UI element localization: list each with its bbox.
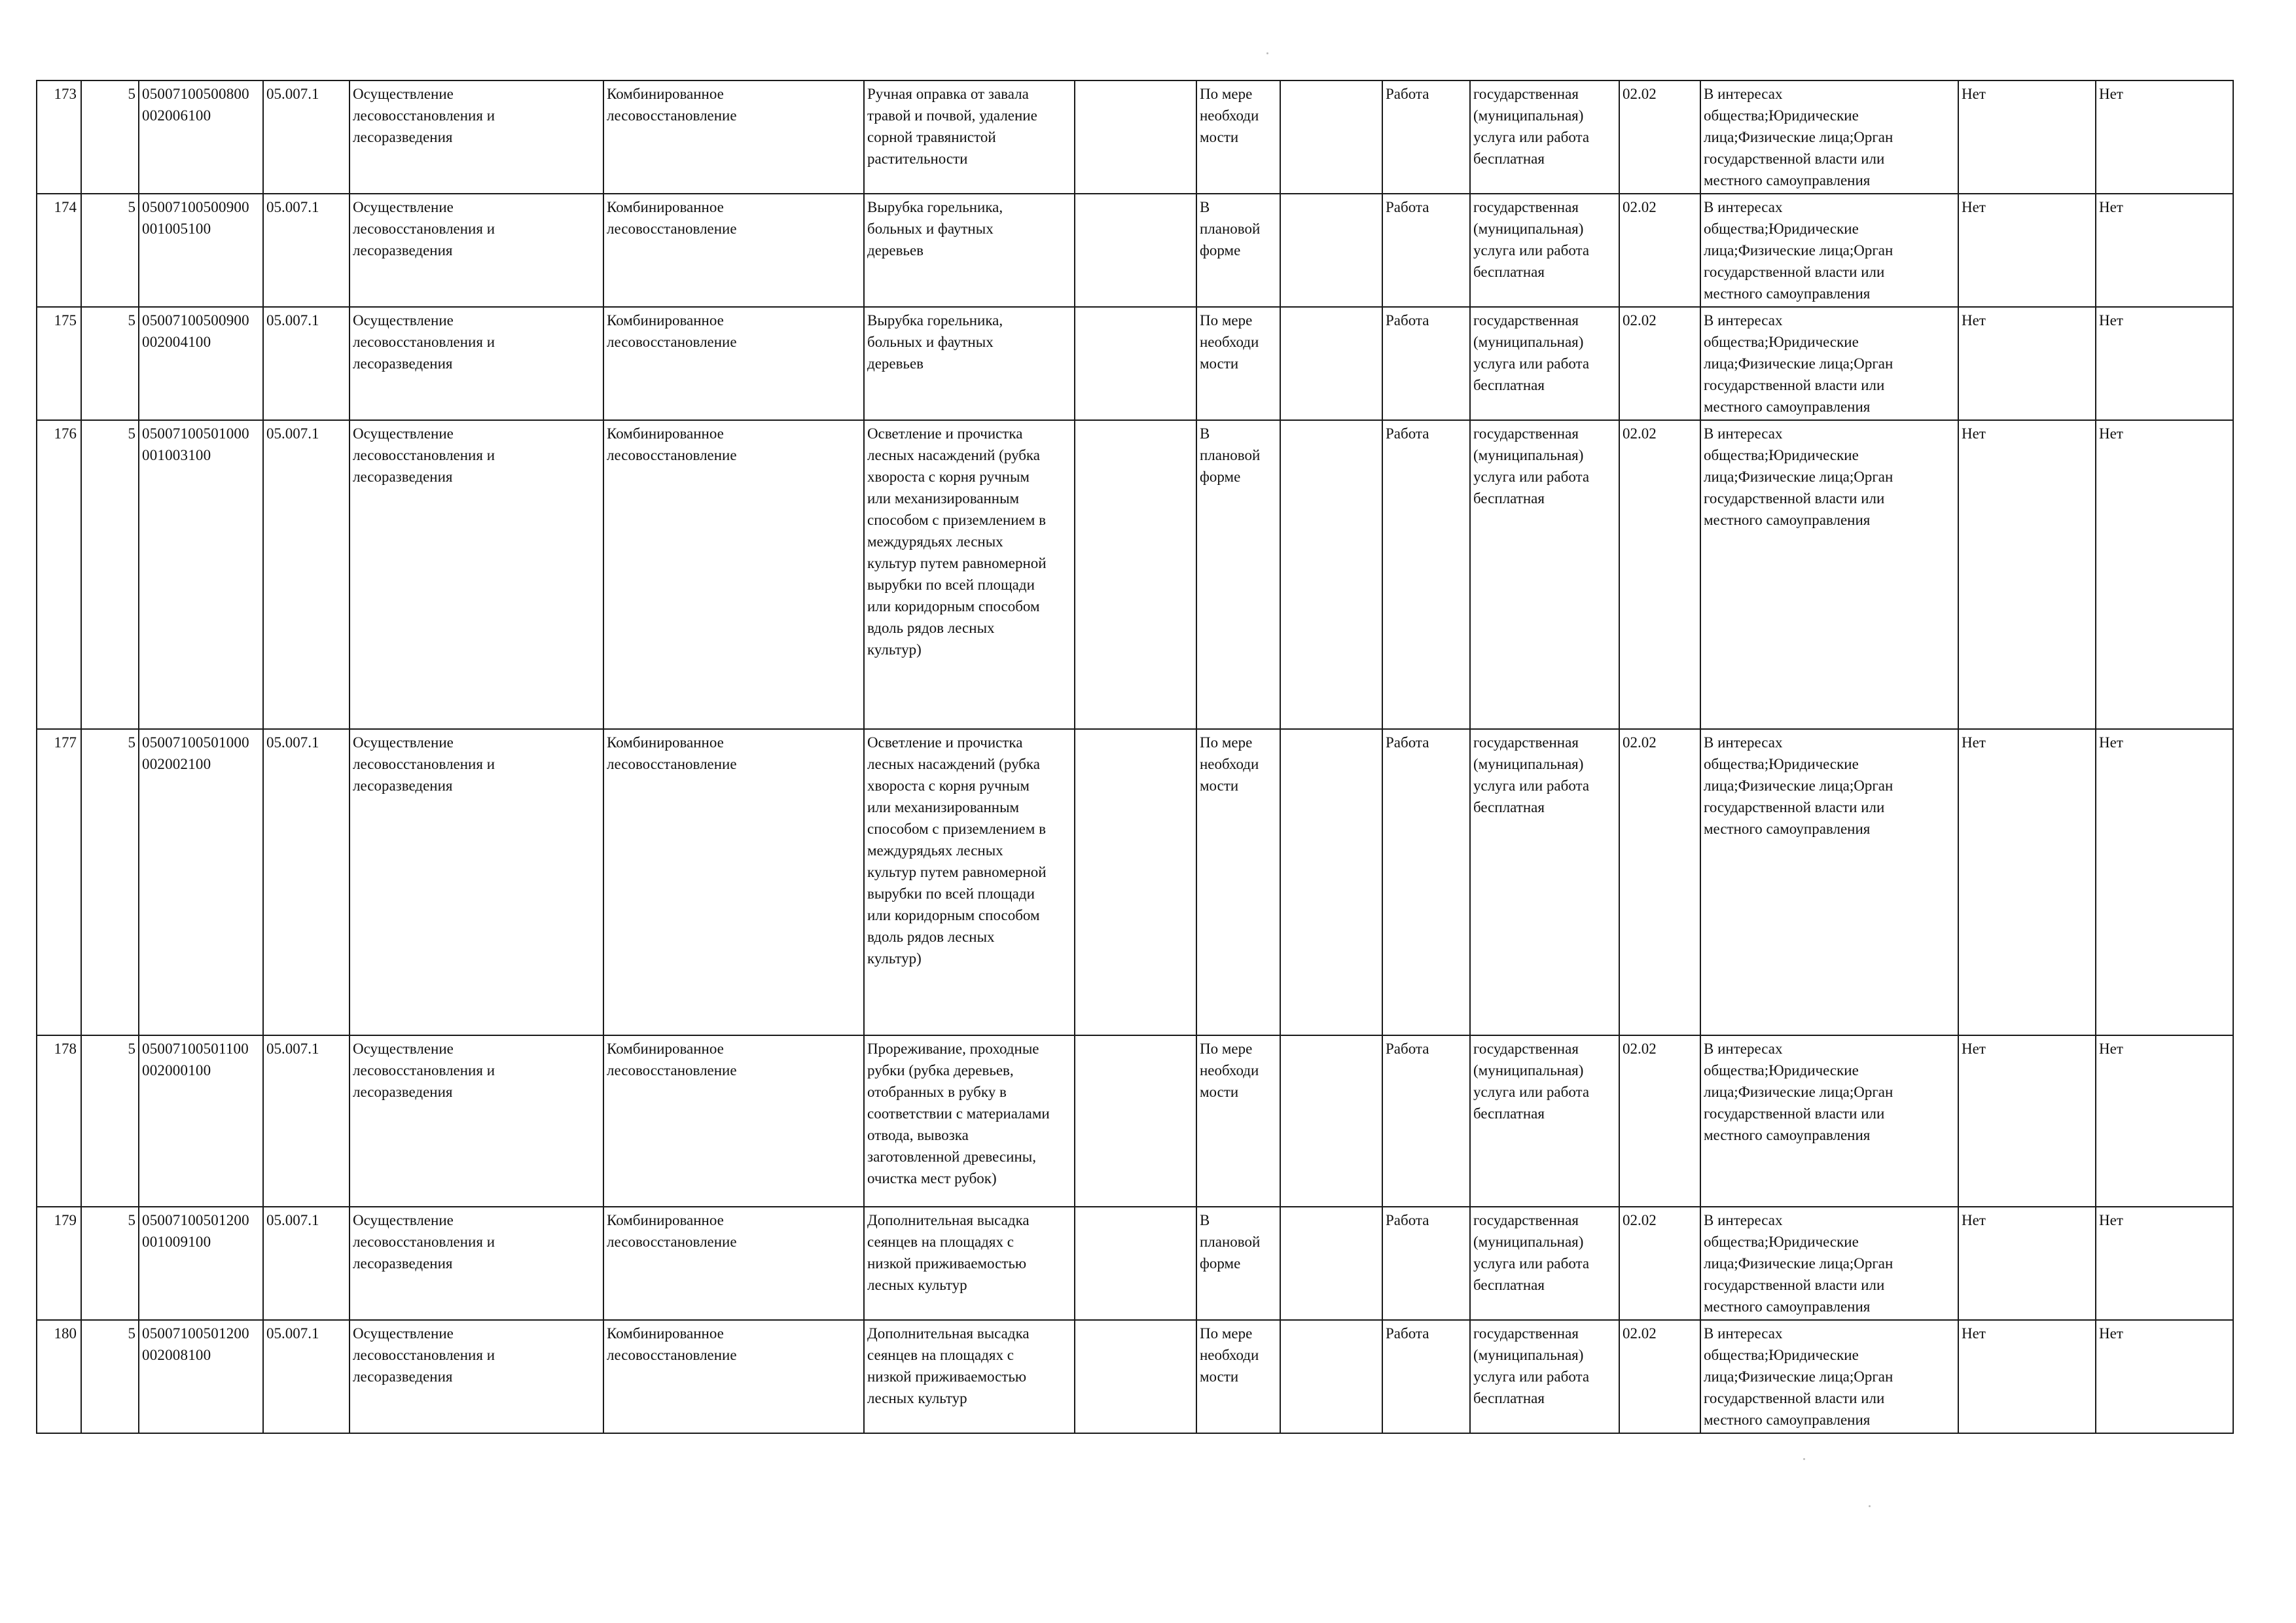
empty-cell bbox=[1075, 194, 1196, 307]
registry-code: 05007100500900 001005100 bbox=[139, 194, 263, 307]
empty-cell bbox=[1075, 1035, 1196, 1207]
interest-cell: В интересах общества;Юридические лица;Физические лица;Орган государственной власти или местного самоуправления bbox=[1700, 1207, 1958, 1320]
empty-cell bbox=[1075, 729, 1196, 1035]
level-cell: 5 bbox=[81, 1320, 139, 1433]
row-number: 174 bbox=[37, 194, 81, 307]
document-sheet bbox=[36, 80, 2234, 1434]
flag-cell-2: Нет bbox=[2096, 420, 2233, 729]
category-cell: государственная (муниципальная) услуга или работа бесплатная bbox=[1470, 80, 1619, 194]
table-row bbox=[37, 194, 2233, 307]
activity-cell: Осуществление лесовосстановления и лесоразведения bbox=[350, 1320, 603, 1433]
section-code: 02.02 bbox=[1619, 729, 1700, 1035]
activity-cell: Осуществление лесовосстановления и лесоразведения bbox=[350, 420, 603, 729]
okved-code: 05.007.1 bbox=[263, 1035, 350, 1207]
work-content-cell: Осветление и прочистка лесных насаждений (рубка хвороста с корня ручным или механизированным способом с приземлением в междурядьях лесных культур путем равномерной вырубки по всей площади или коридорным способом вдоль рядов лесных культур) bbox=[864, 729, 1075, 1035]
table-row bbox=[37, 1207, 2233, 1320]
registry-code: 05007100501000 002002100 bbox=[139, 729, 263, 1035]
flag-cell-1: Нет bbox=[1958, 80, 2096, 194]
row-number: 177 bbox=[37, 729, 81, 1035]
activity-cell: Осуществление лесовосстановления и лесоразведения bbox=[350, 1207, 603, 1320]
frequency-cell: В плановой форме bbox=[1196, 194, 1280, 307]
work-content-cell: Дополнительная высадка сеянцев на площадях с низкой приживаемостью лесных культур bbox=[864, 1320, 1075, 1433]
work-kind-cell: Комбинированное лесовосстановление bbox=[603, 1207, 864, 1320]
registry-code: 05007100500900 002004100 bbox=[139, 307, 263, 420]
section-code: 02.02 bbox=[1619, 194, 1700, 307]
activity-cell: Осуществление лесовосстановления и лесоразведения bbox=[350, 307, 603, 420]
section-code: 02.02 bbox=[1619, 420, 1700, 729]
table-row bbox=[37, 1035, 2233, 1207]
flag-cell-2: Нет bbox=[2096, 80, 2233, 194]
okved-code: 05.007.1 bbox=[263, 80, 350, 194]
activity-cell: Осуществление лесовосстановления и лесоразведения bbox=[350, 80, 603, 194]
okved-code: 05.007.1 bbox=[263, 307, 350, 420]
activity-cell: Осуществление лесовосстановления и лесоразведения bbox=[350, 1035, 603, 1207]
work-kind-cell: Комбинированное лесовосстановление bbox=[603, 80, 864, 194]
type-cell: Работа bbox=[1382, 1320, 1470, 1433]
work-content-cell: Дополнительная высадка сеянцев на площадях с низкой приживаемостью лесных культур bbox=[864, 1207, 1075, 1320]
scan-speck bbox=[1266, 52, 1268, 54]
empty-cell bbox=[1075, 1320, 1196, 1433]
flag-cell-1: Нет bbox=[1958, 307, 2096, 420]
interest-cell: В интересах общества;Юридические лица;Физические лица;Орган государственной власти или местного самоуправления bbox=[1700, 307, 1958, 420]
level-cell: 5 bbox=[81, 729, 139, 1035]
okved-code: 05.007.1 bbox=[263, 194, 350, 307]
row-number: 175 bbox=[37, 307, 81, 420]
work-kind-cell: Комбинированное лесовосстановление bbox=[603, 1320, 864, 1433]
frequency-cell: По мере необходи мости bbox=[1196, 80, 1280, 194]
work-kind-cell: Комбинированное лесовосстановление bbox=[603, 1035, 864, 1207]
table-row bbox=[37, 80, 2233, 194]
row-number: 176 bbox=[37, 420, 81, 729]
section-code: 02.02 bbox=[1619, 80, 1700, 194]
work-content-cell: Осветление и прочистка лесных насаждений (рубка хвороста с корня ручным или механизированным способом с приземлением в междурядьях лесных культур путем равномерной вырубки по всей площади или коридорным способом вдоль рядов лесных культур) bbox=[864, 420, 1075, 729]
frequency-cell: В плановой форме bbox=[1196, 420, 1280, 729]
row-number: 179 bbox=[37, 1207, 81, 1320]
scan-speck bbox=[1869, 1505, 1871, 1507]
type-cell: Работа bbox=[1382, 194, 1470, 307]
category-cell: государственная (муниципальная) услуга или работа бесплатная bbox=[1470, 1035, 1619, 1207]
row-number: 178 bbox=[37, 1035, 81, 1207]
flag-cell-1: Нет bbox=[1958, 194, 2096, 307]
flag-cell-2: Нет bbox=[2096, 307, 2233, 420]
interest-cell: В интересах общества;Юридические лица;Физические лица;Орган государственной власти или местного самоуправления bbox=[1700, 729, 1958, 1035]
table-row bbox=[37, 420, 2233, 729]
category-cell: государственная (муниципальная) услуга или работа бесплатная bbox=[1470, 1207, 1619, 1320]
okved-code: 05.007.1 bbox=[263, 1207, 350, 1320]
table-row bbox=[37, 307, 2233, 420]
work-content-cell: Вырубка горельника, больных и фаутных деревьев bbox=[864, 307, 1075, 420]
flag-cell-2: Нет bbox=[2096, 1035, 2233, 1207]
interest-cell: В интересах общества;Юридические лица;Физические лица;Орган государственной власти или местного самоуправления bbox=[1700, 80, 1958, 194]
frequency-cell: По мере необходи мости bbox=[1196, 1035, 1280, 1207]
empty-cell bbox=[1075, 420, 1196, 729]
level-cell: 5 bbox=[81, 307, 139, 420]
interest-cell: В интересах общества;Юридические лица;Физические лица;Орган государственной власти или местного самоуправления bbox=[1700, 194, 1958, 307]
flag-cell-2: Нет bbox=[2096, 1207, 2233, 1320]
level-cell: 5 bbox=[81, 420, 139, 729]
section-code: 02.02 bbox=[1619, 1207, 1700, 1320]
frequency-cell: По мере необходи мости bbox=[1196, 307, 1280, 420]
table-row bbox=[37, 729, 2233, 1035]
category-cell: государственная (муниципальная) услуга или работа бесплатная bbox=[1470, 420, 1619, 729]
registry-code: 05007100501200 002008100 bbox=[139, 1320, 263, 1433]
scan-speck bbox=[1803, 1458, 1805, 1460]
flag-cell-2: Нет bbox=[2096, 194, 2233, 307]
work-content-cell: Ручная оправка от завала травой и почвой, удаление сорной травянистой растительности bbox=[864, 80, 1075, 194]
type-cell: Работа bbox=[1382, 1035, 1470, 1207]
empty-cell bbox=[1280, 1320, 1382, 1433]
level-cell: 5 bbox=[81, 194, 139, 307]
category-cell: государственная (муниципальная) услуга или работа бесплатная bbox=[1470, 194, 1619, 307]
type-cell: Работа bbox=[1382, 729, 1470, 1035]
type-cell: Работа bbox=[1382, 420, 1470, 729]
type-cell: Работа bbox=[1382, 80, 1470, 194]
section-code: 02.02 bbox=[1619, 1320, 1700, 1433]
flag-cell-2: Нет bbox=[2096, 729, 2233, 1035]
interest-cell: В интересах общества;Юридические лица;Физические лица;Орган государственной власти или местного самоуправления bbox=[1700, 1035, 1958, 1207]
registry-table-body bbox=[37, 80, 2233, 1433]
frequency-cell: В плановой форме bbox=[1196, 1207, 1280, 1320]
registry-table bbox=[36, 80, 2234, 1434]
empty-cell bbox=[1280, 80, 1382, 194]
table-row bbox=[37, 1320, 2233, 1433]
section-code: 02.02 bbox=[1619, 1035, 1700, 1207]
empty-cell bbox=[1280, 307, 1382, 420]
level-cell: 5 bbox=[81, 1207, 139, 1320]
interest-cell: В интересах общества;Юридические лица;Физические лица;Орган государственной власти или местного самоуправления bbox=[1700, 1320, 1958, 1433]
empty-cell bbox=[1075, 1207, 1196, 1320]
flag-cell-1: Нет bbox=[1958, 1207, 2096, 1320]
empty-cell bbox=[1075, 307, 1196, 420]
empty-cell bbox=[1280, 729, 1382, 1035]
frequency-cell: По мере необходи мости bbox=[1196, 729, 1280, 1035]
okved-code: 05.007.1 bbox=[263, 1320, 350, 1433]
row-number: 173 bbox=[37, 80, 81, 194]
flag-cell-2: Нет bbox=[2096, 1320, 2233, 1433]
empty-cell bbox=[1280, 1035, 1382, 1207]
empty-cell bbox=[1075, 80, 1196, 194]
category-cell: государственная (муниципальная) услуга или работа бесплатная bbox=[1470, 729, 1619, 1035]
category-cell: государственная (муниципальная) услуга или работа бесплатная bbox=[1470, 307, 1619, 420]
flag-cell-1: Нет bbox=[1958, 1320, 2096, 1433]
work-content-cell: Вырубка горельника, больных и фаутных деревьев bbox=[864, 194, 1075, 307]
empty-cell bbox=[1280, 1207, 1382, 1320]
registry-code: 05007100501200 001009100 bbox=[139, 1207, 263, 1320]
flag-cell-1: Нет bbox=[1958, 729, 2096, 1035]
row-number: 180 bbox=[37, 1320, 81, 1433]
okved-code: 05.007.1 bbox=[263, 420, 350, 729]
activity-cell: Осуществление лесовосстановления и лесоразведения bbox=[350, 729, 603, 1035]
work-content-cell: Прореживание, проходные рубки (рубка деревьев, отобранных в рубку в соответствии с материалами отвода, вывозка заготовленной древесины, очистка мест рубок) bbox=[864, 1035, 1075, 1207]
section-code: 02.02 bbox=[1619, 307, 1700, 420]
work-kind-cell: Комбинированное лесовосстановление bbox=[603, 194, 864, 307]
flag-cell-1: Нет bbox=[1958, 420, 2096, 729]
work-kind-cell: Комбинированное лесовосстановление bbox=[603, 420, 864, 729]
empty-cell bbox=[1280, 420, 1382, 729]
frequency-cell: По мере необходи мости bbox=[1196, 1320, 1280, 1433]
category-cell: государственная (муниципальная) услуга или работа бесплатная bbox=[1470, 1320, 1619, 1433]
okved-code: 05.007.1 bbox=[263, 729, 350, 1035]
activity-cell: Осуществление лесовосстановления и лесоразведения bbox=[350, 194, 603, 307]
flag-cell-1: Нет bbox=[1958, 1035, 2096, 1207]
interest-cell: В интересах общества;Юридические лица;Физические лица;Орган государственной власти или местного самоуправления bbox=[1700, 420, 1958, 729]
registry-code: 05007100501000 001003100 bbox=[139, 420, 263, 729]
type-cell: Работа bbox=[1382, 1207, 1470, 1320]
work-kind-cell: Комбинированное лесовосстановление bbox=[603, 307, 864, 420]
registry-code: 05007100500800 002006100 bbox=[139, 80, 263, 194]
type-cell: Работа bbox=[1382, 307, 1470, 420]
registry-code: 05007100501100 002000100 bbox=[139, 1035, 263, 1207]
level-cell: 5 bbox=[81, 80, 139, 194]
level-cell: 5 bbox=[81, 1035, 139, 1207]
work-kind-cell: Комбинированное лесовосстановление bbox=[603, 729, 864, 1035]
empty-cell bbox=[1280, 194, 1382, 307]
